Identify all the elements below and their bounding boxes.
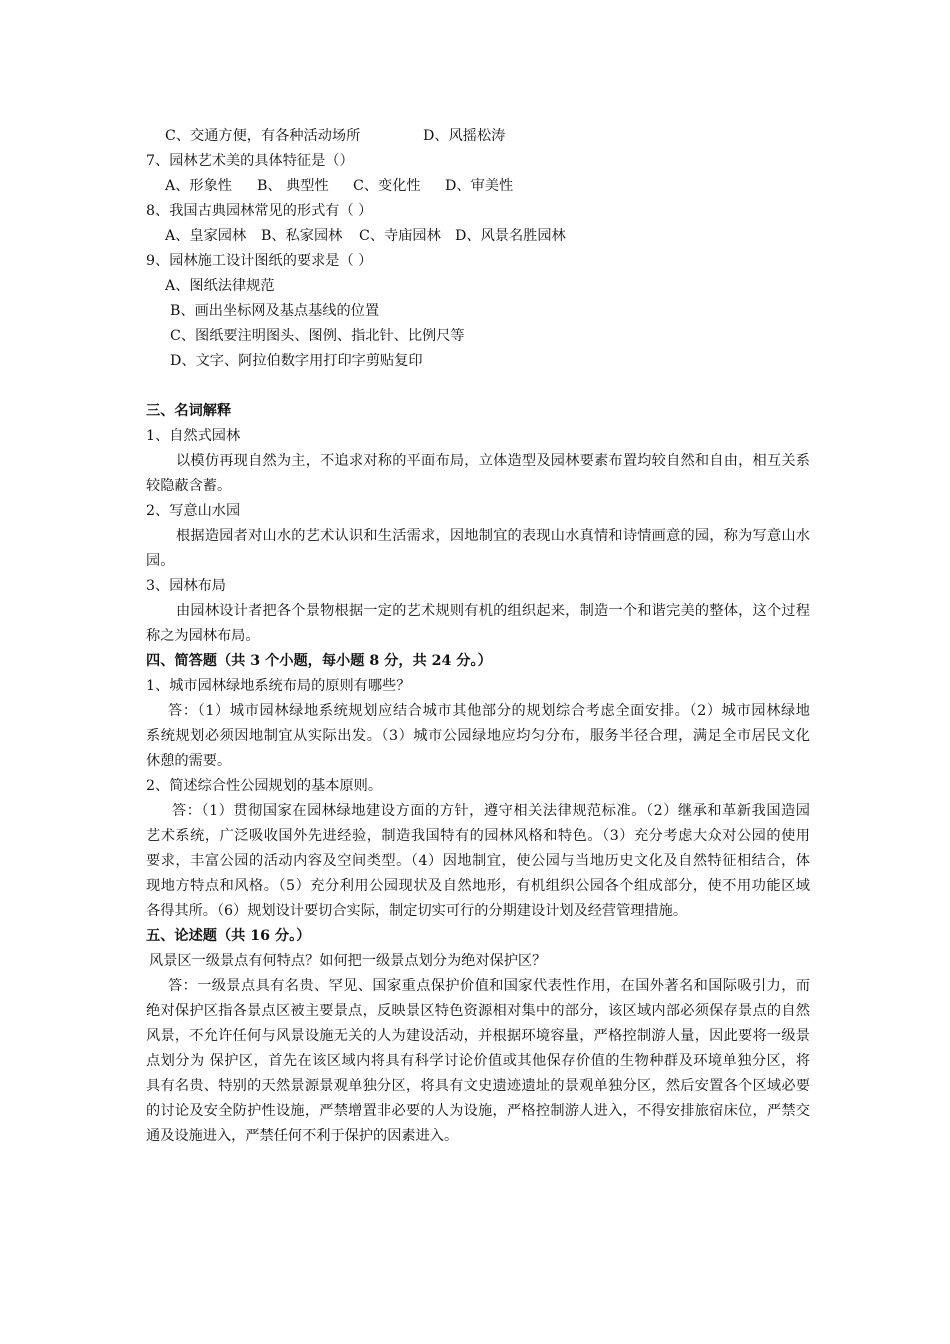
- q7-option-a: A、形象性: [165, 178, 232, 194]
- term-title: 1、自然式园林: [146, 428, 241, 444]
- q8-options: [165, 224, 829, 249]
- term-definition-line: 较隐蔽含蓄。: [146, 478, 232, 494]
- q9-option-d: D、文字、阿拉伯数字用打印字剪贴复印: [170, 353, 423, 369]
- short-answer-2-line: 现地方特点和风格。（5）充分利用公园现状及自然地形，有机组织公园各个组成部分，使不用功能区域: [146, 878, 810, 894]
- short-answer-2-line: 各得其所。（6）规划设计要切合实际，制定切实可行的分期建设计划及经营管理措施。: [146, 903, 688, 919]
- essay-answer-line: 绝对保护区指各景点区被主要景点，反映景区特色资源相对集中的部分，该区域内部必须保存景点的自然: [146, 1003, 810, 1019]
- short-answer-2-line: 艺术系统，广泛吸收国外先进经验，制造我国特有的园林风格和特色。（3）充分考虑大众对公园的使用: [146, 828, 810, 844]
- term-definition-line: 园。: [146, 553, 175, 569]
- term-title: 3、园林布局: [146, 578, 226, 594]
- essay-question: 风景区一级景点有何特点？如何把一级景点划分为绝对保护区？: [149, 953, 547, 969]
- q9-option-b: B、画出坐标网及基点基线的位置: [170, 303, 380, 319]
- short-answer-1-line: 答：（1）城市园林绿地系统规划应结合城市其他部分的规划综合考虑全面安排。（2）城市园林绿地: [168, 703, 810, 719]
- q7-option-d: D、审美性: [445, 178, 514, 194]
- term-definition-line: 由园林设计者把各个景物根据一定的艺术规则有机的组织起来，制造一个和谐完美的整体，这个过程: [176, 603, 810, 619]
- q8-option-d: D、风景名胜园林: [455, 228, 566, 244]
- short-answer-heading: 四、简答题（共 3 个小题，每小题 8 分，共 24 分。）: [146, 653, 492, 669]
- q9-option-a: A、图纸法律规范: [165, 278, 275, 294]
- essay-answer-line: 的讨论及安全防护性设施，严禁增置非必要的人为设施，严格控制游人进入，不得安排旅宿床位，严禁交: [146, 1103, 810, 1119]
- q6-option-d: D、风摇松涛: [423, 128, 506, 144]
- essay-answer-line: 答：一级景点具有名贵、罕见、国家重点保护价值和国家代表性作用，在国外著名和国际吸引力，而: [168, 978, 810, 994]
- essay-heading: 五、论述题（共 16 分。）: [146, 928, 311, 944]
- q7-option-c: C、变化性: [353, 178, 421, 194]
- short-answer-2-line: 答：（1）贯彻国家在园林绿地建设方面的方针，遵守相关法律规范标准。（2）继承和革新我国造园: [172, 803, 810, 819]
- short-question-1: 1、城市园林绿地系统布局的原则有哪些？: [146, 678, 411, 694]
- term-title: 2、写意山水园: [146, 503, 241, 519]
- essay-answer-line: 通及设施进入，严禁任何不利于保护的因素进入。: [146, 1128, 459, 1144]
- essay-answer-line: 风景，不允许任何与风景设施无关的人为建设活动，并根据环境容量，严格控制游人量，因此要将一级景: [146, 1028, 810, 1044]
- q7-stem: 7、园林艺术美的具体特征是（）: [146, 153, 354, 169]
- q9-option-c: C、图纸要注明图头、图例、指北针、比例尺等: [170, 328, 465, 344]
- short-answer-1-line: 系统规划必须因地制宜从实际出发。（3）城市公园绿地应均匀分布，服务半径合理，满足全市居民文化: [146, 728, 810, 744]
- terms-heading: 三、名词解释: [146, 403, 232, 419]
- q8-stem: 8、我国古典园林常见的形式有（ ）: [146, 203, 373, 219]
- q9-stem: 9、园林施工设计图纸的要求是（ ）: [146, 253, 373, 269]
- term-definition-line: 根据造园者对山水的艺术认识和生活需求，因地制宜的表现山水真情和诗情画意的园，称为写意山水: [176, 528, 810, 544]
- short-question-2: 2、简述综合性公园规划的基本原则。: [146, 778, 383, 794]
- q7-option-b: B、 典型性: [257, 178, 329, 194]
- q6-option-c: C、交通方便，有各种活动场所: [165, 128, 361, 144]
- q7-options: [165, 174, 829, 199]
- q8-option-a: A、皇家园林: [165, 228, 247, 244]
- short-answer-1-line: 休憩的需要。: [146, 753, 232, 769]
- q6-options: [165, 124, 829, 149]
- term-definition-line: 称之为园林布局。: [146, 628, 260, 644]
- essay-answer-line: 点划分为 保护区，首先在该区域内将具有科学讨论价值或其他保存价值的生物种群及环境单独分区，将: [146, 1053, 810, 1069]
- q8-option-c: C、寺庙园林: [359, 228, 441, 244]
- essay-answer-line: 具有名贵、特别的天然景源景观单独分区，将具有文史遗迹遗址的景观单独分区，然后安置各个区域必要: [146, 1078, 810, 1094]
- term-definition-line: 以模仿再现自然为主，不追求对称的平面布局，立体造型及园林要素布置均较自然和自由，相互关系: [176, 453, 810, 469]
- short-answer-2-line: 要求，丰富公园的活动内容及空间类型。（4）因地制宜，使公园与当地历史文化及自然特征相结合，体: [146, 853, 810, 869]
- q8-option-b: B、私家园林: [261, 228, 343, 244]
